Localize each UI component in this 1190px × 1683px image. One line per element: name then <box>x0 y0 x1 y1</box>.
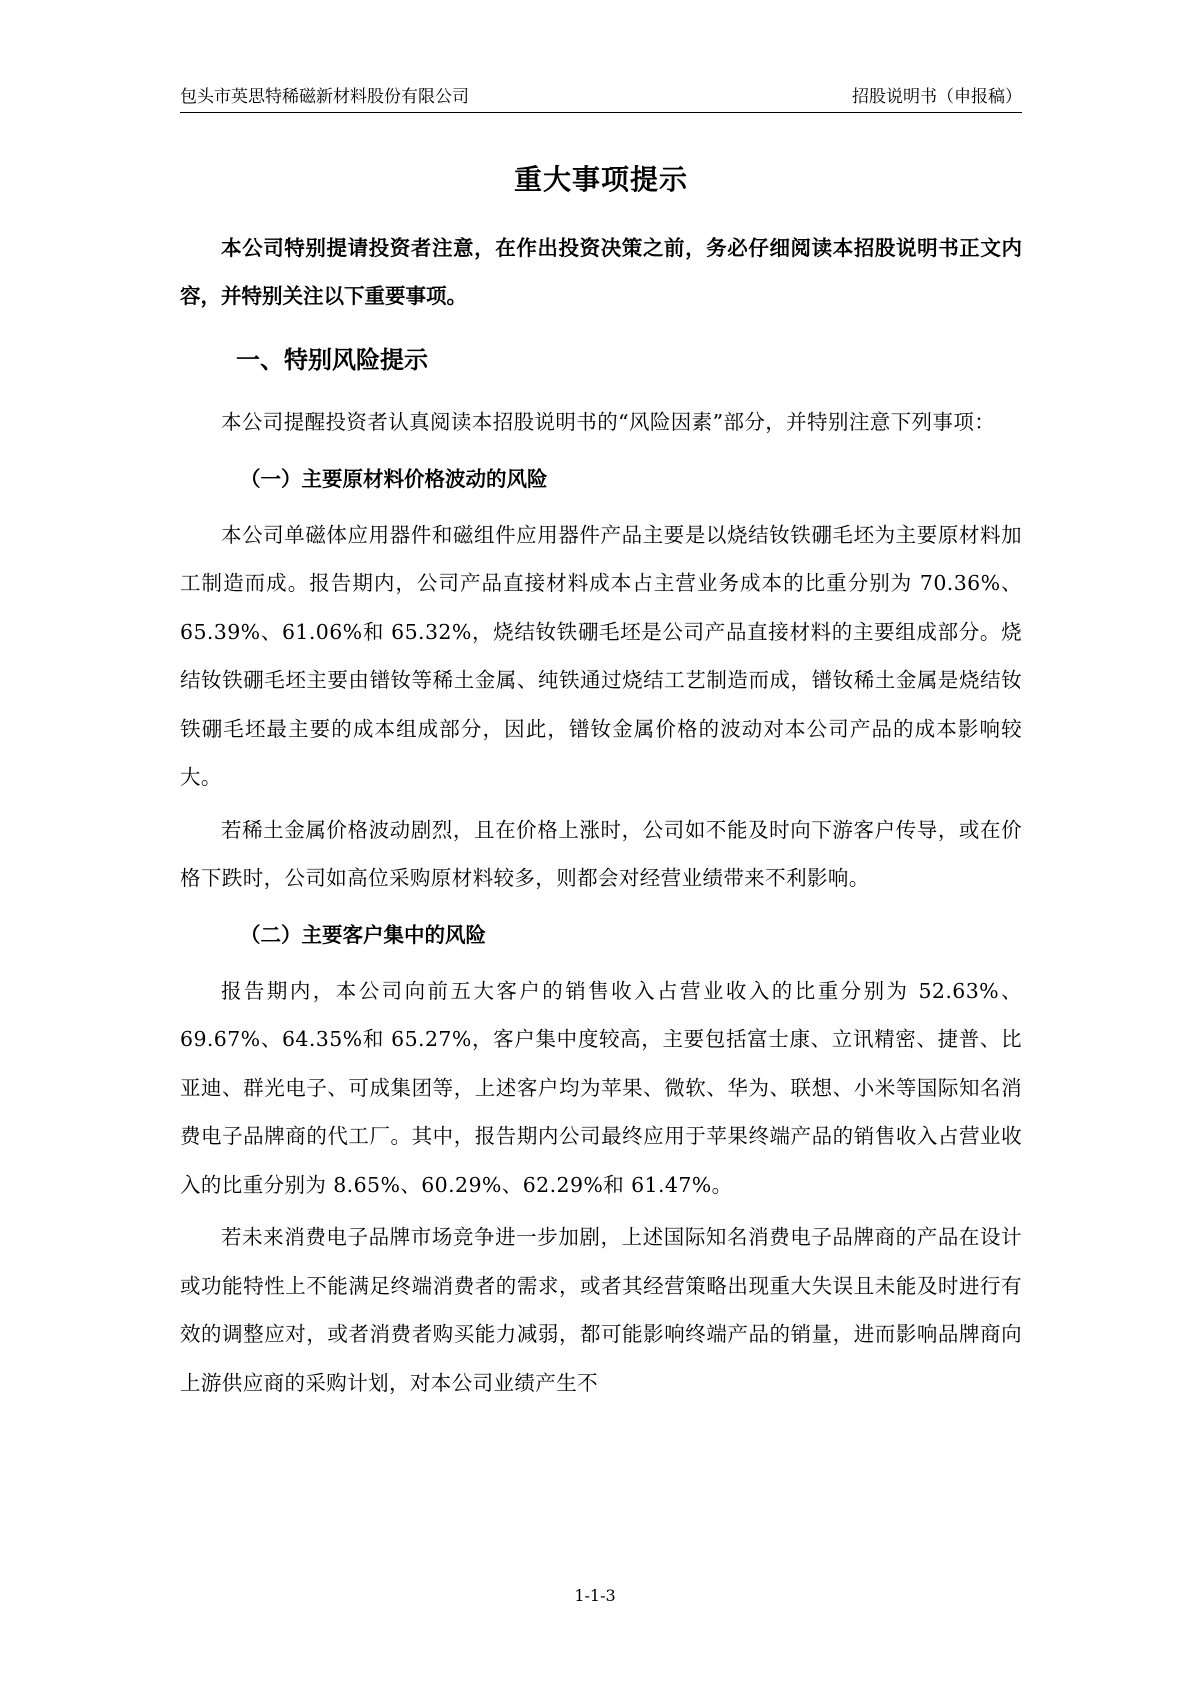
header-document-type: 招股说明书（申报稿） <box>852 87 1022 107</box>
subsection-heading-raw-material-risk: （一）主要原材料价格波动的风险 <box>240 466 548 491</box>
document-body <box>180 150 1022 1411</box>
paragraph: 报告期内，本公司向前五大客户的销售收入占营业收入的比重分别为 52.63%、69.67%、64.35%和 65.27%，客户集中度较高，主要包括富士康、立讯精密、捷普、比亚迪、群光电子、可成集团等，上述客户均为苹果、微软、华为、联想、小米等国际知名消费电子品牌商的代工厂。其中，报告期内公司最终应用于苹果终端产品的销售收入占营业收入的比重分别为 8.65%、60.29%、62.29%和 61.47%。 <box>180 978 1022 1197</box>
paragraph: 若稀土金属价格波动剧烈，且在价格上涨时，公司如不能及时向下游客户传导，或在价格下跌时，公司如高位采购原材料较多，则都会对经营业绩带来不利影响。 <box>180 817 1022 890</box>
paragraph: 本公司单磁体应用器件和磁组件应用器件产品主要是以烧结钕铁硼毛坯为主要原材料加工制造而成。报告期内，公司产品直接材料成本占主营业务成本的比重分别为 70.36%、65.39%、61.06%和 65.32%，烧结钕铁硼毛坯是公司产品直接材料的主要组成部分。烧结钕铁硼毛坯主要由镨钕等稀土金属、纯铁通过烧结工艺制造而成，镨钕稀土金属是烧结钕铁硼毛坯最主要的成本组成部分，因此，镨钕金属价格的波动对本公司产品的成本影响较大。 <box>180 522 1022 789</box>
paragraph: 若未来消费电子品牌市场竞争进一步加剧，上述国际知名消费电子品牌商的产品在设计或功能特性上不能满足终端消费者的需求，或者其经营策略出现重大失误且未能及时进行有效的调整应对，或者消费者购买能力减弱，都可能影响终端产品的销量，进而影响品牌商向上游供应商的采购计划，对本公司业绩产生不 <box>180 1225 1022 1395</box>
header-company-name: 包头市英思特稀磁新材料股份有限公司 <box>180 87 469 107</box>
intro-notice: 本公司特别提请投资者注意，在作出投资决策之前，务必仔细阅读本招股说明书正文内容，并特别关注以下重要事项。 <box>180 236 1022 308</box>
page-header <box>180 82 1022 113</box>
page-title: 重大事项提示 <box>513 163 688 196</box>
section-intro-paragraph: 本公司提醒投资者认真阅读本招股说明书的“风险因素”部分，并特别注意下列事项： <box>221 410 996 434</box>
page-number: 1-1-3 <box>574 1586 616 1605</box>
section-heading-special-risk: 一、特别风险提示 <box>236 346 428 374</box>
subsection-heading-customer-concentration-risk: （二）主要客户集中的风险 <box>240 922 486 947</box>
